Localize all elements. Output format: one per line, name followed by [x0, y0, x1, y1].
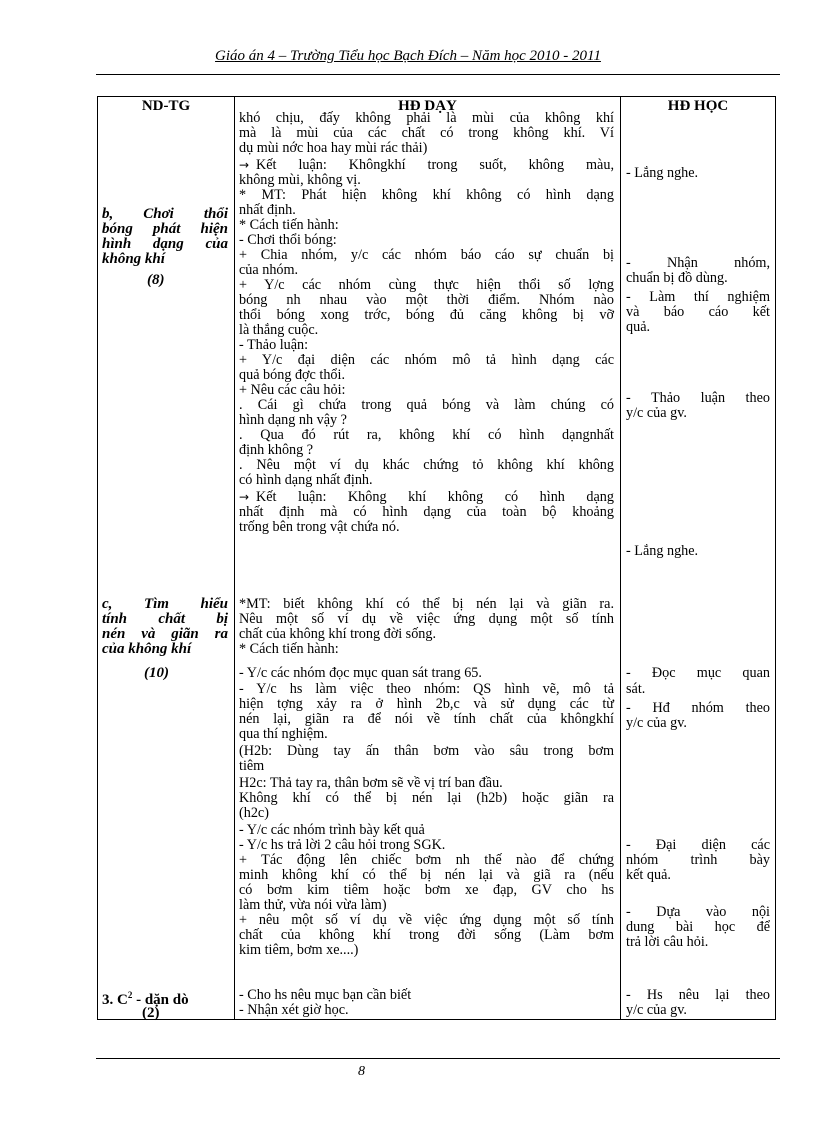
day-line: chất của không khí trong đời sống. — [239, 626, 437, 642]
day-line: nén lại, giãn ra để nói về tính chất của khôngkhí — [239, 711, 614, 727]
hoc-line: - Lắng nghe. — [626, 543, 699, 559]
section-c-time: (10) — [144, 665, 169, 681]
day-line: dụ mùi nớc hoa hay mùi rác thải) — [239, 140, 428, 156]
section-b-title: không khí — [102, 251, 165, 267]
day-line: Không khí có thể bị nén lại (h2b) hoặc giãn ra — [239, 790, 614, 806]
day-line: làm thử, vừa nói vừa làm) — [239, 897, 387, 913]
header-hd-hoc: HĐ HỌC — [667, 98, 729, 114]
hoc-line: - Làm thí nghiệm — [626, 289, 770, 305]
day-line: khó chịu, đấy không phải là mùi của không khí — [239, 110, 614, 126]
hoc-line: y/c của gv. — [626, 1002, 687, 1018]
day-line: Kết luận: Không khí không có hình dạng — [256, 489, 614, 505]
day-line: thổi bóng xong trớc, bóng đủ căng không bị vỡ — [239, 307, 614, 323]
day-line: + Y/c đại diện các nhóm mô tả hình dạng các — [239, 352, 614, 368]
day-line: * MT: Phát hiện không khí không có hình dạng — [239, 187, 614, 203]
hoc-line: nhóm trình bày — [626, 852, 770, 868]
hoc-line: y/c của gv. — [626, 715, 687, 731]
day-line: + Nêu các câu hỏi: — [239, 382, 346, 398]
day-line: chất của không khí trong đời sống (Làm bơm — [239, 927, 614, 943]
day-line: có hình dạng nhất định. — [239, 472, 373, 488]
section-3-suffix: - dặn dò — [132, 992, 189, 1008]
day-line: (H2b: Dùng tay ấn thân bơm vào sâu trong bơm — [239, 743, 614, 759]
day-line: . Nêu một ví dụ khác chứng tỏ không khí không — [239, 457, 614, 473]
hoc-line: - Dựa vào nội — [626, 904, 770, 920]
footer-rule — [96, 1058, 780, 1059]
day-line: minh không khí có thể bị nén lại và giã ra (nếu — [239, 867, 614, 883]
lesson-table — [97, 96, 776, 1020]
day-line: - Y/c các nhóm đọc mục quan sát trang 65. — [239, 665, 482, 681]
day-line: trống bên trong vật chứa nó. — [239, 519, 400, 535]
hoc-line: trả lời câu hỏi. — [626, 934, 709, 950]
day-line: *MT: biết không khí có thể bị nén lại và giãn ra. — [239, 596, 614, 612]
day-line: + Tác động lên chiếc bơm nh thế nào để chứng — [239, 852, 614, 868]
day-line: H2c: Thả tay ra, thân bơm sẽ về vị trí ban đầu. — [239, 775, 503, 791]
hoc-line: - Hs nêu lại theo — [626, 987, 770, 1003]
column-divider — [620, 97, 621, 1019]
day-line: * Cách tiến hành: — [239, 641, 339, 657]
header-hd-day: HĐ DẠY — [398, 98, 457, 114]
section-b-title: bóng phát hiện — [102, 221, 228, 237]
hoc-line: - Đại diện các — [626, 837, 770, 853]
hoc-line: chuẩn bị đồ dùng. — [626, 270, 728, 286]
day-line: Nêu một số ví dụ về việc ứng dụng một số tính — [239, 611, 614, 627]
day-line: - Cho hs nêu mục bạn cần biết — [239, 987, 412, 1003]
hoc-line: - Hđ nhóm theo — [626, 700, 770, 716]
page-header: Giáo án 4 – Trường Tiểu học Bạch Đích – Năm học 2010 - 2011 — [215, 48, 601, 64]
page-number: 8 — [358, 1064, 365, 1079]
day-line: (h2c) — [239, 805, 269, 821]
day-line: tiêm — [239, 758, 265, 774]
hoc-line: - Thảo luận theo — [626, 390, 770, 406]
hoc-line: - Đọc mục quan — [626, 665, 770, 681]
hoc-line: và báo cáo kết — [626, 304, 770, 320]
section-b-time: (8) — [147, 272, 165, 288]
header-rule — [96, 74, 780, 75]
day-line: của nhóm. — [239, 262, 299, 278]
section-c-title: nén và giãn ra — [102, 626, 228, 642]
day-line: quả bóng đợc thổi. — [239, 367, 346, 383]
arrow-icon: → — [239, 490, 250, 504]
day-line: - Y/c các nhóm trình bày kết quả — [239, 822, 425, 838]
day-line: kim tiêm, bơm xe....) — [239, 942, 359, 958]
day-line: - Chơi thổi bóng: — [239, 232, 337, 248]
day-line: + nêu một số ví dụ về việc ứng dụng một số tính — [239, 912, 614, 928]
day-line: . Qua đó rút ra, không khí có hình dạngnhất — [239, 427, 614, 443]
day-line: nhất định. — [239, 202, 296, 218]
section-c-title: tính chất bị — [102, 611, 228, 627]
day-line: bóng nh nhau vào một thời điểm. Nhóm nào — [239, 292, 614, 308]
day-line: qua thí nghiệm. — [239, 726, 328, 742]
day-line: có bơm kim tiêm hoặc bơm xe đạp, GV cho hs — [239, 882, 614, 898]
hoc-line: kết quả. — [626, 867, 671, 883]
section-3-time: (2) — [142, 1005, 160, 1021]
hoc-line: sát. — [626, 681, 646, 697]
day-line: - Thảo luận: — [239, 337, 309, 353]
day-line: - Y/c hs làm việc theo nhóm: QS hình vẽ, mô tả — [239, 681, 614, 697]
hoc-line: - Nhận nhóm, — [626, 255, 770, 271]
section-b-title: hình dạng của — [102, 236, 228, 252]
hoc-line: - Lắng nghe. — [626, 165, 699, 181]
day-line: mà là mùi của các chất có trong không khí. Ví — [239, 125, 614, 141]
day-line: + Y/c các nhóm cùng thực hiện thổi số lợng — [239, 277, 614, 293]
day-line: Kết luận: Khôngkhí trong suốt, không màu, — [256, 157, 614, 173]
day-line: nhất định mà có hình dạng của toàn bộ khoảng — [239, 504, 614, 520]
day-line: - Y/c hs trả lời 2 câu hỏi trong SGK. — [239, 837, 446, 853]
hoc-line: y/c của gv. — [626, 405, 687, 421]
section-c-title: của không khí — [102, 641, 192, 657]
section-3-sup: 2 — [127, 990, 133, 1000]
day-line: định không ? — [239, 442, 314, 458]
section-c-title: c, Tìm hiểu — [102, 596, 228, 612]
day-line: là thắng cuộc. — [239, 322, 319, 338]
section-b-title: b, Chơi thổi — [102, 206, 228, 222]
day-line: hiện tợng xảy ra ở hình 2b,c và sử dụng các từ — [239, 696, 614, 712]
hoc-line: quả. — [626, 319, 651, 335]
arrow-icon: → — [239, 158, 250, 172]
hoc-line: dung bài học để — [626, 919, 770, 935]
day-line: - Nhận xét giờ học. — [239, 1002, 349, 1018]
section-3-prefix: 3. C — [102, 992, 128, 1008]
day-line: * Cách tiến hành: — [239, 217, 339, 233]
day-line: . Cái gì chứa trong quả bóng và làm chúng có — [239, 397, 614, 413]
day-line: không mùi, không vị. — [239, 172, 361, 188]
header-nd-tg: ND-TG — [141, 98, 191, 114]
day-line: + Chia nhóm, y/c các nhóm báo cáo sự chuẩn bị — [239, 247, 614, 263]
day-line: hình dạng nh vậy ? — [239, 412, 347, 428]
column-divider — [234, 97, 235, 1019]
